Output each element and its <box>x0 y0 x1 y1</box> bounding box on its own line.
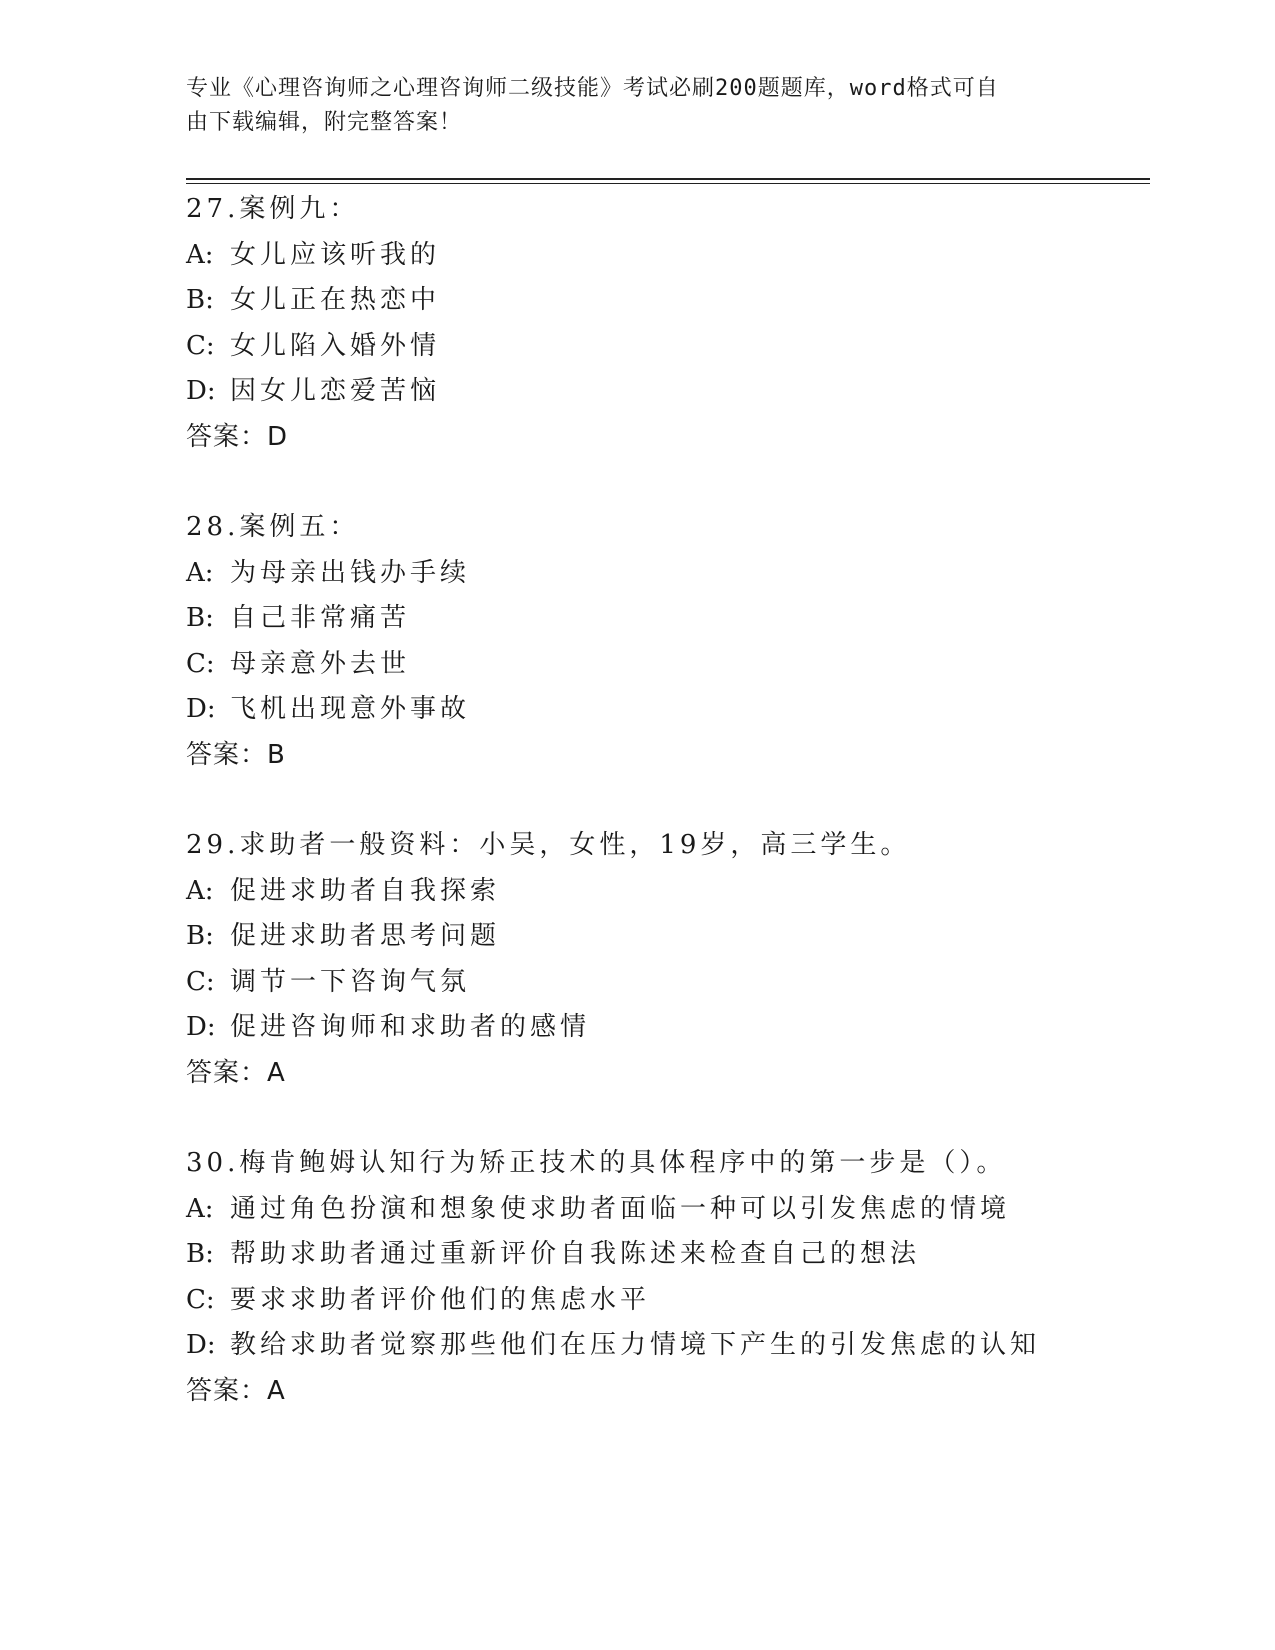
header-line-2: 由下载编辑，附完整答案！ <box>186 110 463 135</box>
option-letter: C: <box>186 1284 215 1315</box>
option-letter: D: <box>186 376 216 406</box>
option-letter: D: <box>186 1012 216 1042</box>
option-letter: A: <box>186 239 214 270</box>
question-stem: 28.案例五： <box>186 512 360 542</box>
option-letter: B: <box>186 921 214 951</box>
option-b <box>186 278 1150 324</box>
option-text: 教给求助者觉察那些他们在压力情境下产生的引发焦虑的认知 <box>230 1330 1041 1360</box>
option-text: 通过角色扮演和想象使求助者面临一种可以引发焦虑的情境 <box>230 1193 1011 1224</box>
question-stem: 29.求助者一般资料：小吴，女性，19岁，高三学生。 <box>186 830 911 860</box>
option-text: 飞机出现意外事故 <box>230 694 471 724</box>
header-divider-thin <box>186 183 1150 184</box>
option-c <box>186 960 1150 1006</box>
option-c <box>186 324 1150 370</box>
option-text: 女儿正在热恋中 <box>230 285 441 315</box>
option-d <box>186 687 1150 733</box>
answer-line: 答案：A <box>186 1375 286 1406</box>
option-letter: C: <box>186 648 215 679</box>
option-text: 自己非常痛苦 <box>230 603 411 633</box>
option-b <box>186 914 1150 960</box>
question-28 <box>186 505 1150 778</box>
question-27 <box>186 187 1150 460</box>
option-letter: A: <box>186 557 214 588</box>
option-d <box>186 1005 1150 1051</box>
option-text: 女儿应该听我的 <box>230 239 441 270</box>
answer-line: 答案：A <box>186 1057 286 1088</box>
option-text: 为母亲出钱办手续 <box>230 557 471 588</box>
option-a <box>186 233 1150 279</box>
option-letter: A: <box>186 875 214 906</box>
question-stem: 30.梅肯鲍姆认知行为矫正技术的具体程序中的第一步是（）。 <box>186 1148 1007 1178</box>
option-a <box>186 1187 1150 1233</box>
option-a <box>186 551 1150 597</box>
option-c <box>186 1278 1150 1324</box>
option-text: 母亲意外去世 <box>230 648 411 679</box>
option-text: 因女儿恋爱苦恼 <box>230 376 441 406</box>
option-text: 女儿陷入婚外情 <box>230 330 441 361</box>
option-letter: B: <box>186 1239 214 1269</box>
option-b <box>186 1232 1150 1278</box>
option-text: 要求求助者评价他们的焦虑水平 <box>230 1284 651 1315</box>
option-d <box>186 369 1150 415</box>
option-letter: A: <box>186 1193 214 1224</box>
option-letter: B: <box>186 285 214 315</box>
question-29 <box>186 823 1150 1096</box>
answer-line: 答案：B <box>186 739 286 770</box>
header-line-1: 专业《心理咨询师之心理咨询师二级技能》考试必刷200题题库，word格式可自 <box>186 76 999 101</box>
option-text: 促进咨询师和求助者的感情 <box>230 1012 591 1042</box>
option-text: 促进求助者自我探索 <box>230 875 501 906</box>
option-letter: C: <box>186 330 215 361</box>
option-letter: B: <box>186 603 214 633</box>
question-stem: 27.案例九： <box>186 194 360 224</box>
option-text: 促进求助者思考问题 <box>230 921 501 951</box>
option-letter: D: <box>186 1330 216 1360</box>
question-30 <box>186 1141 1150 1414</box>
option-c <box>186 642 1150 688</box>
option-d <box>186 1323 1150 1369</box>
header-divider-thick <box>186 178 1150 180</box>
option-letter: C: <box>186 966 215 997</box>
option-b <box>186 596 1150 642</box>
option-text: 调节一下咨询气氛 <box>230 966 471 997</box>
option-a <box>186 869 1150 915</box>
answer-line: 答案：D <box>186 421 289 452</box>
option-letter: D: <box>186 694 216 724</box>
option-text: 帮助求助者通过重新评价自我陈述来检查自己的想法 <box>230 1239 921 1269</box>
